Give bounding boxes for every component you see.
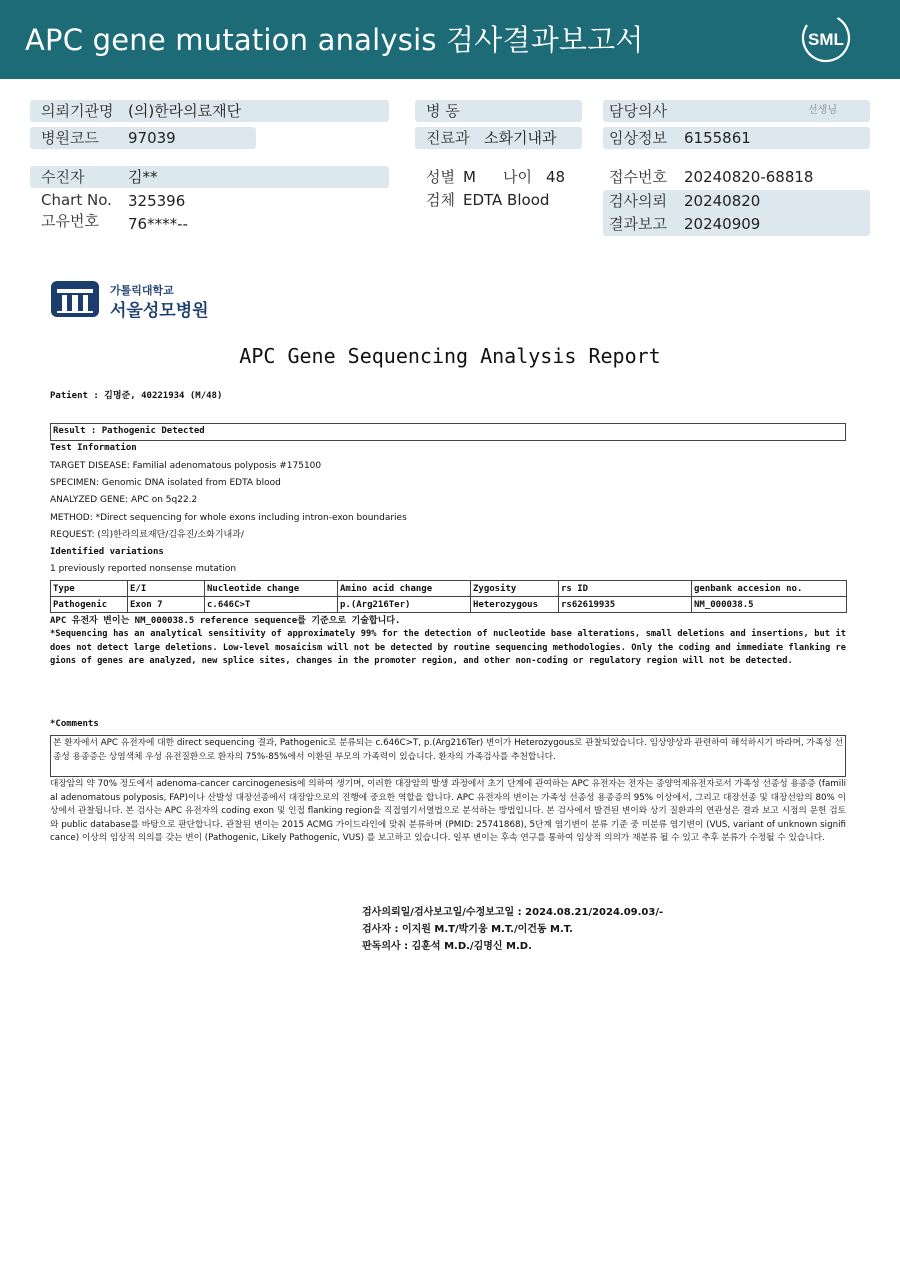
table-cell: NM_000038.5 xyxy=(692,597,847,613)
table-header-cell: E/I xyxy=(128,581,205,597)
hospital-university: 가톨릭대학교 xyxy=(110,284,174,297)
variant-table xyxy=(50,580,847,613)
hospital-name: 서울성모병원 xyxy=(110,301,209,321)
receipt-no-value: 20240820-68818 xyxy=(684,168,814,186)
clinical-info-label: 임상정보 xyxy=(609,129,667,147)
report-title: APC Gene Sequencing Analysis Report xyxy=(239,344,661,368)
request-date-label: 검사의뢰 xyxy=(609,192,667,210)
sensitivity-note: *Sequencing has an analytical sensitivity of approximately 99% for the detection of nucleotide base alterations, small deletions and insertions, but it does not detect large deletions. Low-level mosaicism will not be detected by routine sequencing methodologies. Only the coding and immediate flanking regions of genes are analyzed, new splice sites, changes in the promoter region, and other non-coding or regulatory region will not be detected. xyxy=(50,629,846,667)
table-cell: Exon 7 xyxy=(128,597,205,613)
page-title: APC gene mutation analysis 검사결과보고서 xyxy=(25,23,644,57)
institution-value: (의)한라의료재단 xyxy=(128,102,242,120)
request-info: REQUEST: (의)한라의료재단/김유진/소화기내과/ xyxy=(50,530,244,540)
comment-paragraph-1: 본 환자에서 APC 유전자에 대한 direct sequencing 결과, Pathogenic로 분류되는 c.646C>T, p.(Arg216Ter) 변이가 Heterozygous로 관찰되었습니다. 임상양상과 관련하여 해석하시기 바라며, 가족성 선종성 용종증은 상염색체 우성 유전질환으로 환자의 75%-85%에서 이환된 부모의 가족력이 있습니다. 환자의 가족검사를 추천합니다. xyxy=(53,738,843,762)
result-text: Result : Pathogenic Detected xyxy=(53,426,205,436)
table-header-row xyxy=(51,581,847,597)
identified-heading: Identified variations xyxy=(50,547,164,557)
table-header-cell: genbank accesion no. xyxy=(692,581,847,597)
comments-heading: *Comments xyxy=(50,719,99,729)
age-value: 48 xyxy=(546,168,566,186)
table-header-cell: Zygosity xyxy=(471,581,559,597)
table-cell: rs62619935 xyxy=(559,597,692,613)
table-cell: c.646C>T xyxy=(205,597,338,613)
specimen-value: EDTA Blood xyxy=(463,191,550,209)
comment-box xyxy=(50,735,846,777)
patient-label: 수진자 xyxy=(41,168,85,186)
doctor-suffix: 선생님 xyxy=(808,105,837,116)
test-info-heading: Test Information xyxy=(50,443,137,453)
dates-line: 검사의뢰일/검사보고일/수정보고일 : 2024.08.21/2024.09.03/- xyxy=(362,907,664,918)
chart-no-value: 325396 xyxy=(128,192,186,210)
report-date-label: 결과보고 xyxy=(609,215,667,233)
hospital-code-label: 병원코드 xyxy=(41,129,99,147)
comment-paragraph-2: 대장암의 약 70% 정도에서 adenoma-cancer carcinogenesis에 의하여 생기며, 이러한 대장암의 발생 과정에서 초기 단계에 관여하는 APC 유전자는 전자는 종양억제유전자로서 가족성 선종성 용종증 (familial adenomatous polyposis, FAP)이나 산발성 대장선종에서 대장암으로의 진행에 중요한 역할을 합니다. APC 유전자의 변이는 가족성 선종성 용종증의 95% 이상에서, 그리고 대장선종 및 대장선암의 80% 이상에서 관찰됩니다. 본 검사는 APC 유전자의 coding exon 및 인접 flanking region을 직접염기서열법으로 분석하는 방법입니다. 본 검사에서 발견된 변이와 상기 질환과의 연관성은 결과 보고 시점의 문헌 검토와 public database를 바탕으로 판단합니다. 관찰된 변이는 2015 ACMG 가이드라인에 맞춰 분류하며 (PMID: 25741868), 5단계 염기변이 분류 기준 중 미분류 염기변이 (VUS, variant of unknown significance) 이상의 임상적 의의를 갖는 변이 (Pathogenic, Likely Pathogenic, VUS) 를 보고하고 있습니다. 일부 변이는 후속 연구를 통하여 임상적 의의가 재분류 될 수 있고 추후 분류가 수정될 수 있습니다. xyxy=(50,779,846,844)
specimen-label: 검체 xyxy=(426,191,455,209)
analyzed-gene: ANALYZED GENE: APC on 5q22.2 xyxy=(50,495,198,505)
method-info: METHOD: *Direct sequencing for whole exons including intron-exon boundaries xyxy=(50,513,407,523)
target-disease: TARGET DISEASE: Familial adenomatous polyposis #175100 xyxy=(50,461,322,471)
institution-label: 의뢰기관명 xyxy=(41,102,114,120)
patient-line: Patient : 김명준, 40221934 (M/48) xyxy=(50,391,223,401)
ward-label: 병 동 xyxy=(426,102,460,120)
table-header-cell: Amino acid change xyxy=(338,581,471,597)
clinical-info-value: 6155861 xyxy=(684,129,751,147)
table-header-cell: Type xyxy=(51,581,128,597)
table-cell: Pathogenic xyxy=(51,597,128,613)
department-label: 진료과 xyxy=(426,129,470,147)
table-cell: Heterozygous xyxy=(471,597,559,613)
table-row xyxy=(51,597,847,613)
report-date-value: 20240909 xyxy=(684,215,761,233)
result-box xyxy=(50,423,846,441)
doctor-label: 담당의사 xyxy=(609,102,667,120)
hospital-code-value: 97039 xyxy=(128,129,176,147)
reference-note: APC 유전자 변이는 NM_000038.5 reference sequence를 기준으로 기술합니다. xyxy=(50,616,401,626)
specimen-info: SPECIMEN: Genomic DNA isolated from EDTA blood xyxy=(50,478,281,488)
unique-id-label: 고유번호 xyxy=(41,212,99,230)
sml-logo-icon xyxy=(800,12,852,64)
table-header-cell: rs ID xyxy=(559,581,692,597)
sex-value: M xyxy=(463,168,476,186)
request-date-value: 20240820 xyxy=(684,192,761,210)
age-label: 나이 xyxy=(503,168,532,186)
department-value: 소화기내과 xyxy=(484,129,557,147)
logo-text: SML xyxy=(808,30,844,49)
identified-summary: 1 previously reported nonsense mutation xyxy=(50,564,237,574)
receipt-no-label: 접수번호 xyxy=(609,168,667,186)
patient-value: 김** xyxy=(128,168,158,186)
table-header-cell: Nucleotide change xyxy=(205,581,338,597)
hospital-emblem-icon xyxy=(50,280,100,318)
testers-line: 검사자 : 이지원 M.T/박기웅 M.T./이건동 M.T. xyxy=(362,924,573,935)
table-cell: p.(Arg216Ter) xyxy=(338,597,471,613)
chart-no-label: Chart No. xyxy=(41,191,112,209)
sex-label: 성별 xyxy=(426,168,455,186)
physicians-line: 판독의사 : 김훈석 M.D./김명신 M.D. xyxy=(362,941,532,952)
unique-id-value: 76****-- xyxy=(128,215,188,233)
